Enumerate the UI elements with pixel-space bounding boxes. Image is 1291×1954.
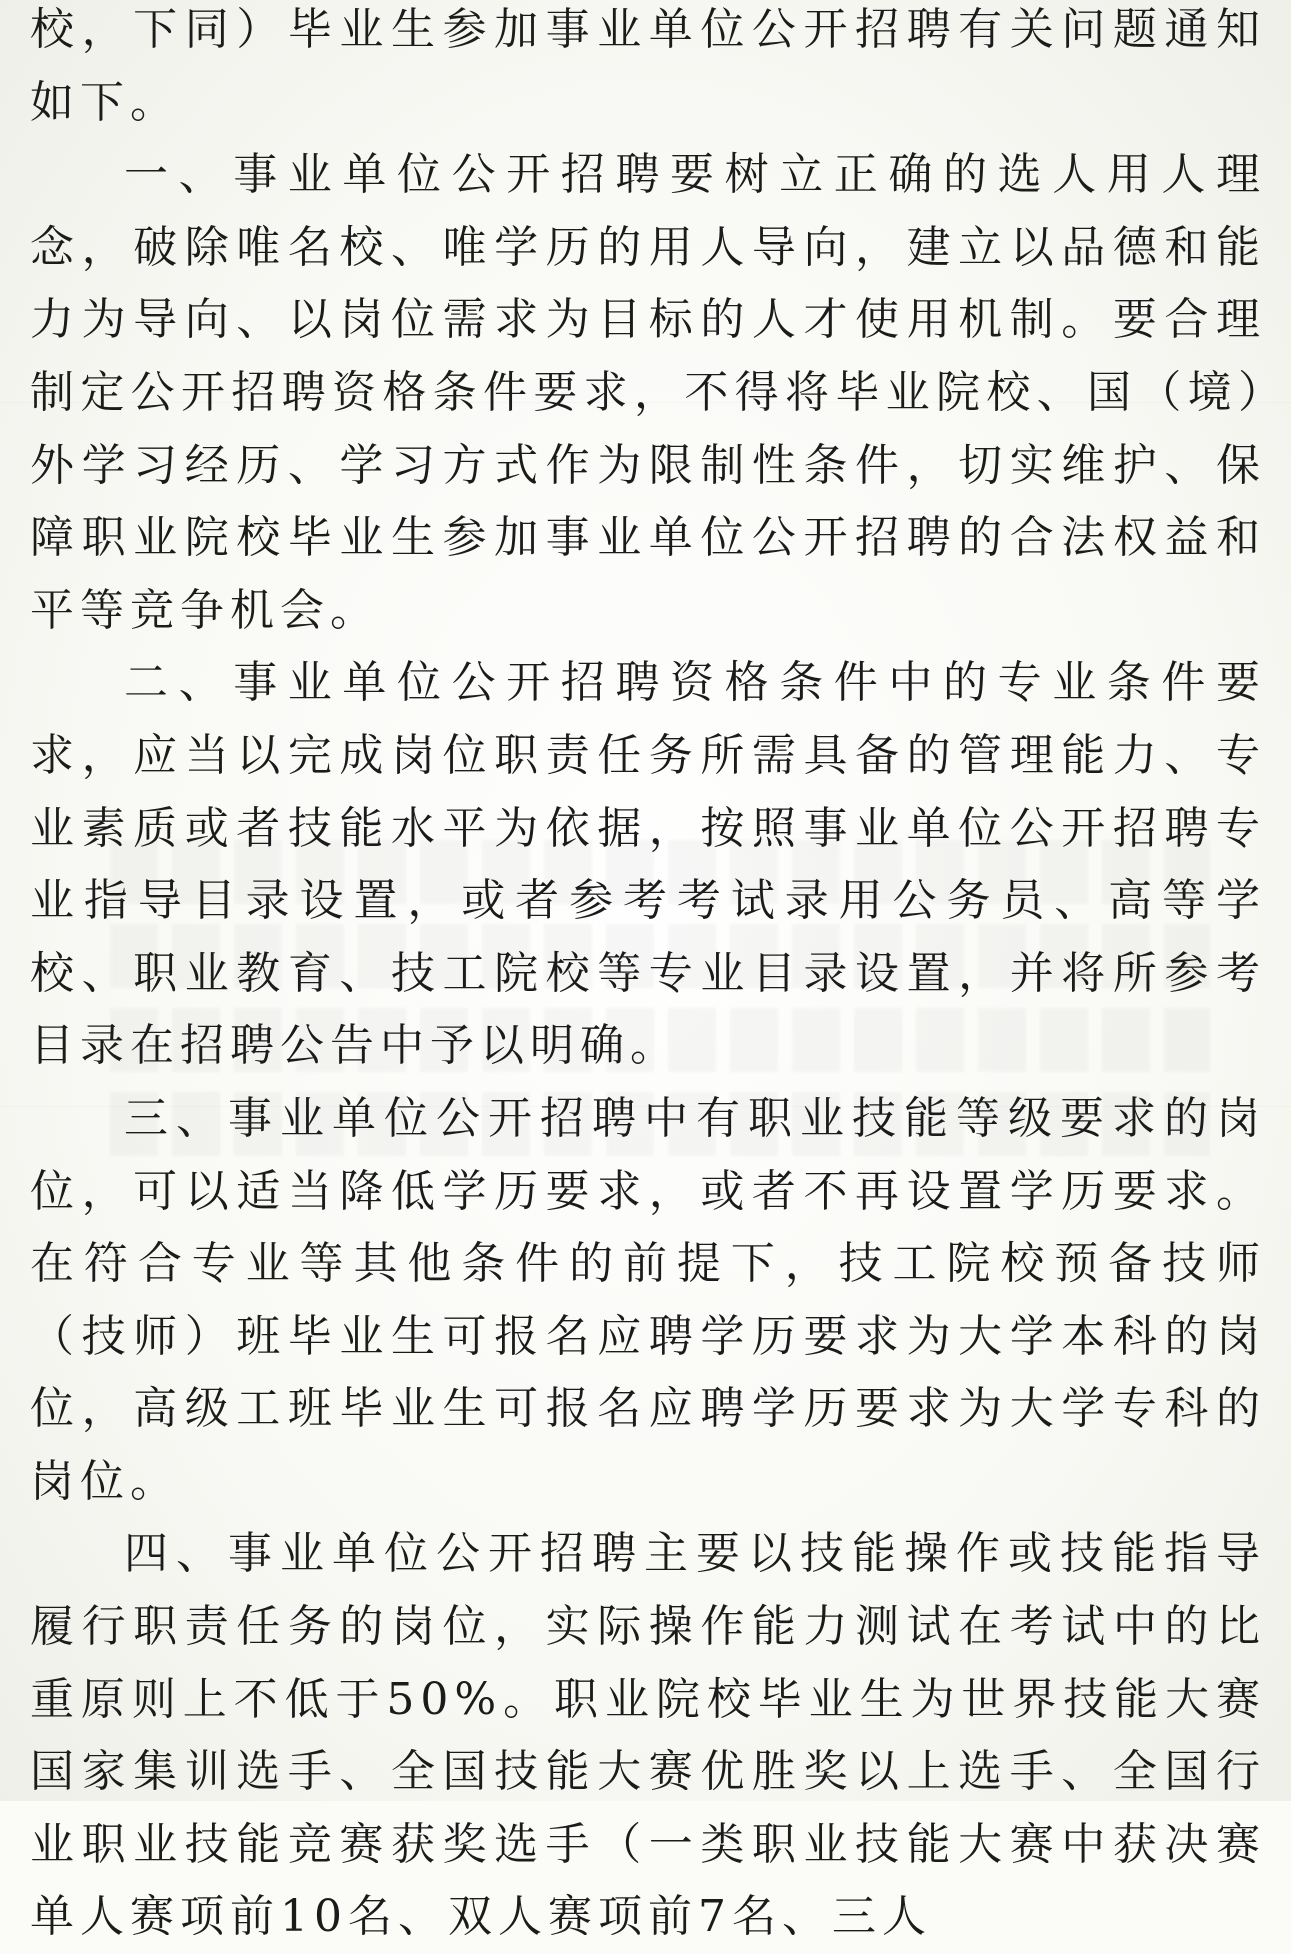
paragraph-section-4: 四、事业单位公开招聘主要以技能操作或技能指导履行职责任务的岗位，实际操作能力测试在考试中的比重原则上不低于50%。职业院校毕业生为世界技能大赛国家集训选手、全国技能大赛优胜奖以上选手、全国行业职业技能竞赛获奖选手（一类职业技能大赛中获决赛单人赛项前10名、双人赛项前7名、三人 (30, 1528, 1266, 1943)
paragraph-section-2: 二、事业单位公开招聘资格条件中的专业条件要求，应当以完成岗位职责任务所需具备的管理能力、专业素质或者技能水平为依据，按照事业单位公开招聘专业指导目录设置，或者参考考试录用公务员、高等学校、职业教育、技工院校等专业目录设置，并将所参考目录在招聘公告中予以明确。 (30, 657, 1266, 1072)
paragraph-section-3: 三、事业单位公开招聘中有职业技能等级要求的岗位，可以适当降低学历要求，或者不再设置学历要求。在符合专业等其他条件的前提下，技工院校预备技师（技师）班毕业生可报名应聘学历要求为大学本科的岗位，高级工班毕业生可报名应聘学历要求为大学专科的岗位。 (30, 1092, 1266, 1507)
paragraph-section-1: 一、事业单位公开招聘要树立正确的选人用人理念，破除唯名校、唯学历的用人导向，建立以品德和能力为导向、以岗位需求为目标的人才使用机制。要合理制定公开招聘资格条件要求，不得将毕业院校、国（境）外学习经历、学习方式作为限制性条件，切实维护、保障职业院校毕业生参加事业单位公开招聘的合法权益和平等竞争机会。 (30, 149, 1266, 636)
document-body (30, 0, 1266, 1954)
paragraph-intro-continuation: 校，下同）毕业生参加事业单位公开招聘有关问题通知如下。 (30, 4, 1266, 128)
